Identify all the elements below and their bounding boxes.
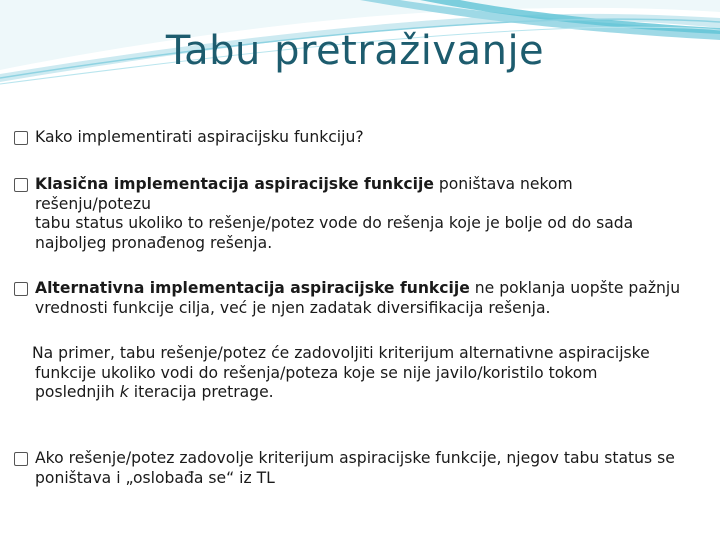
bullet-question <box>14 128 684 148</box>
example-paragraph <box>14 344 684 403</box>
classic-line-3: najboljeg pronađenog rešenja. <box>35 233 273 252</box>
classic-line-1 <box>14 175 684 214</box>
alternative-term: Alternativna implementacija aspiracijske funkcije <box>35 279 470 297</box>
example-k: k <box>119 383 129 401</box>
bullet-box-icon <box>14 178 28 192</box>
alternative-line-1 <box>14 279 684 299</box>
example-line-3 <box>14 383 684 403</box>
alternative-line-1-rest: ne poklanja uopšte pažnju <box>469 279 681 297</box>
status-line-1: Ako rešenje/potez zadovolje kriterijum aspiracijske funkcije, njegov tabu status se <box>35 449 675 467</box>
example-line-3-a: poslednjih <box>35 383 120 401</box>
classic-term: Klasična implementacija aspiracijske funkcije <box>35 175 434 193</box>
bullet-classic-aspiration <box>14 175 684 253</box>
classic-line-1-rest: poništava nekom rešenju/potezu <box>35 175 573 213</box>
status-line-2: poništava i „oslobađa se“ iz TL <box>35 468 275 487</box>
alternative-line-2: vrednosti funkcije cilja, već je njen zadatak diversifikacija rešenja. <box>35 298 551 317</box>
bullet-box-icon <box>14 282 28 296</box>
bullet-box-icon <box>14 452 28 466</box>
example-line-1: Na primer, tabu rešenje/potez će zadovoljiti kriterijum alternativne aspiracijske <box>32 344 650 362</box>
bullet-box-icon <box>14 131 28 145</box>
slide-title: Tabu pretraživanje <box>165 28 545 74</box>
example-line-3-b: iteracija pretrage. <box>128 383 274 401</box>
question-text: Kako implementirati aspiracijsku funkciju? <box>35 128 364 146</box>
bullet-status-reset <box>14 449 684 488</box>
example-line-2: funkcije ukoliko vodi do rešenja/poteza koje se nije javilo/koristilo tokom <box>35 363 598 382</box>
bullet-alternative-aspiration <box>14 279 684 318</box>
classic-line-2: tabu status ukoliko to rešenje/potez vode do rešenja koje je bolje od do sada <box>35 214 634 232</box>
